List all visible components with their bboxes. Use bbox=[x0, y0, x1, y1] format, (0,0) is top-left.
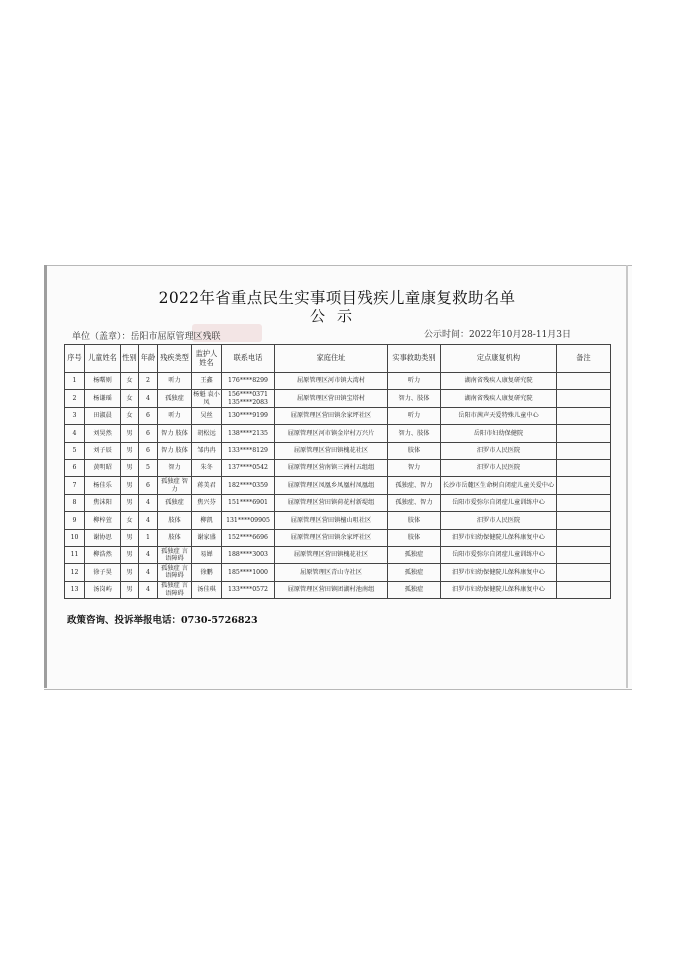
cell-gender: 女 bbox=[121, 390, 139, 407]
table-row bbox=[65, 373, 611, 390]
cell-aid-category: 肢体 bbox=[388, 442, 441, 459]
cell-remarks bbox=[557, 494, 611, 511]
cell-age: 6 bbox=[139, 477, 158, 494]
cell-rehab-institution: 汨罗市妇幼保健院儿保科康复中心 bbox=[441, 564, 557, 581]
cell-home-address: 屈原管理区河市镇大湾村 bbox=[275, 373, 388, 390]
cell-gender: 男 bbox=[121, 442, 139, 459]
cell-remarks bbox=[557, 373, 611, 390]
sheet-edge bbox=[44, 265, 47, 688]
cell-home-address: 屈原管理区凤凰乡凤凰村凤凰组 bbox=[275, 477, 388, 494]
cell-gender: 男 bbox=[121, 494, 139, 511]
cell-disability-type: 孤独症 智力 bbox=[158, 477, 192, 494]
cell-child-name: 徐子昊 bbox=[85, 564, 121, 581]
cell-home-address: 屈原管理区营田镇团湖村池南组 bbox=[275, 581, 388, 598]
cell-contact-phone: 130****9199 bbox=[222, 407, 275, 424]
cell-home-address: 屈原管理区营田镇檀山咀社区 bbox=[275, 512, 388, 529]
cell-serial-number: 12 bbox=[65, 564, 85, 581]
cell-aid-category: 孤独症、智力 bbox=[388, 477, 441, 494]
table-row bbox=[65, 407, 611, 424]
cell-disability-type: 智力 肢体 bbox=[158, 442, 192, 459]
cell-rehab-institution: 汨罗市人民医院 bbox=[441, 459, 557, 476]
cell-guardian-name: 蒋美君 bbox=[192, 477, 222, 494]
cell-home-address: 屈原管理区营田镇宝塔村 bbox=[275, 390, 388, 407]
cell-contact-phone: 182****0359 bbox=[222, 477, 275, 494]
cell-home-address: 屈原管理区营田镇槐花社区 bbox=[275, 546, 388, 563]
cell-rehab-institution: 湖南省残疾人康复研究院 bbox=[441, 373, 557, 390]
cell-serial-number: 2 bbox=[65, 390, 85, 407]
cell-gender: 男 bbox=[121, 425, 139, 442]
cell-rehab-institution: 长沙市岳麓区生命树自闭症儿童关爱中心 bbox=[441, 477, 557, 494]
cell-disability-type: 肢体 bbox=[158, 512, 192, 529]
cell-contact-phone: 131****09905 bbox=[222, 512, 275, 529]
header-home-address: 家庭住址 bbox=[275, 345, 388, 373]
cell-aid-category: 听力 bbox=[388, 373, 441, 390]
cell-serial-number: 13 bbox=[65, 581, 85, 598]
cell-rehab-institution: 岳阳市爱弥尔自闭症儿童训练中心 bbox=[441, 494, 557, 511]
sheet-edge bbox=[626, 265, 628, 688]
table-row bbox=[65, 425, 611, 442]
cell-aid-category: 听力 bbox=[388, 407, 441, 424]
cell-remarks bbox=[557, 407, 611, 424]
header-gender: 性别 bbox=[121, 345, 139, 373]
cell-child-name: 柳梓萱 bbox=[85, 512, 121, 529]
cell-disability-type: 孤独症 言语障碍 bbox=[158, 564, 192, 581]
cell-guardian-name: 汤佳琪 bbox=[192, 581, 222, 598]
cell-age: 6 bbox=[139, 407, 158, 424]
cell-remarks bbox=[557, 425, 611, 442]
cell-serial-number: 9 bbox=[65, 512, 85, 529]
cell-disability-type: 孤独症 bbox=[158, 494, 192, 511]
cell-rehab-institution: 岳阳市爱弥尔自闭症儿童训练中心 bbox=[441, 546, 557, 563]
cell-child-name: 刘昊然 bbox=[85, 425, 121, 442]
cell-age: 4 bbox=[139, 581, 158, 598]
cell-home-address: 屈原管理区营田镇余家坪社区 bbox=[275, 529, 388, 546]
cell-disability-type: 孤独症 bbox=[158, 390, 192, 407]
cell-remarks bbox=[557, 512, 611, 529]
cell-home-address: 屈原管理区营田镇荷花村新堤组 bbox=[275, 494, 388, 511]
cell-gender: 女 bbox=[121, 407, 139, 424]
cell-child-name: 田淑晨 bbox=[85, 407, 121, 424]
cell-rehab-institution: 湖南省残疾人康复研究院 bbox=[441, 390, 557, 407]
cell-remarks bbox=[557, 459, 611, 476]
cell-rehab-institution: 汨罗市人民医院 bbox=[441, 512, 557, 529]
cell-remarks bbox=[557, 442, 611, 459]
cell-child-name: 杨曙则 bbox=[85, 373, 121, 390]
cell-guardian-name: 杨魁 袁小凤 bbox=[193, 391, 220, 406]
header-disability-type: 残疾类型 bbox=[158, 345, 192, 373]
cell-serial-number: 11 bbox=[65, 546, 85, 563]
cell-serial-number: 7 bbox=[65, 477, 85, 494]
cell-gender: 女 bbox=[121, 512, 139, 529]
table-row bbox=[65, 564, 611, 581]
cell-disability-type: 孤独症 言语障碍 bbox=[158, 546, 192, 563]
cell-age: 4 bbox=[139, 512, 158, 529]
cell-rehab-institution: 汨罗市妇幼保健院儿保科康复中心 bbox=[441, 581, 557, 598]
cell-gender: 男 bbox=[121, 546, 139, 563]
cell-guardian-name: 谢家盛 bbox=[192, 529, 222, 546]
cell-disability-type: 听力 bbox=[158, 407, 192, 424]
cell-aid-category: 肢体 bbox=[388, 529, 441, 546]
cell-serial-number: 8 bbox=[65, 494, 85, 511]
cell-rehab-institution: 汨罗市妇幼保健院儿保科康复中心 bbox=[441, 529, 557, 546]
cell-home-address: 屈原管理区河市镇金岸村万兴片 bbox=[275, 425, 388, 442]
cell-aid-category: 孤独症 bbox=[388, 564, 441, 581]
header-age: 年龄 bbox=[139, 345, 158, 373]
cell-contact-phone: 185****1000 bbox=[222, 564, 275, 581]
beneficiary-table bbox=[64, 344, 611, 599]
cell-guardian-name: 柳凯 bbox=[192, 512, 222, 529]
table-row bbox=[65, 494, 611, 511]
issuing-unit: 单位（盖章）：岳阳市屈原管理区残联 bbox=[72, 332, 221, 342]
cell-aid-category: 肢体 bbox=[388, 512, 441, 529]
cell-guardian-name: 吴丝 bbox=[192, 407, 222, 424]
cell-contact-phone: 152****6696 bbox=[222, 529, 275, 546]
cell-gender: 男 bbox=[121, 529, 139, 546]
header-serial-number: 序号 bbox=[65, 345, 85, 373]
cell-contact-phone: 137****0542 bbox=[222, 459, 275, 476]
cell-age: 4 bbox=[139, 546, 158, 563]
cell-aid-category: 智力、肢体 bbox=[388, 390, 441, 407]
cell-contact-phone: 133****8129 bbox=[222, 442, 275, 459]
cell-contact-phone: 138****2135 bbox=[222, 425, 275, 442]
table-row bbox=[65, 442, 611, 459]
cell-remarks bbox=[557, 564, 611, 581]
table-row bbox=[65, 546, 611, 563]
notice-period: 公示时间：2022年10月28-11月3日 bbox=[424, 330, 572, 340]
header-remarks: 备注 bbox=[557, 345, 611, 373]
cell-age: 5 bbox=[139, 459, 158, 476]
cell-home-address: 屈原管理区营南镇三洲村五组组 bbox=[275, 459, 388, 476]
table-row bbox=[65, 512, 611, 529]
cell-age: 4 bbox=[139, 564, 158, 581]
cell-guardian-name: 朱冬 bbox=[192, 459, 222, 476]
cell-aid-category: 孤独症 bbox=[388, 546, 441, 563]
header-aid-category: 实事救助类别 bbox=[388, 345, 441, 373]
cell-disability-type: 孤独症 言语障碍 bbox=[158, 581, 192, 598]
cell-contact-phone: 188****3003 bbox=[222, 546, 275, 563]
contact-footer: 政策咨询、投诉举报电话：0730-5726823 bbox=[67, 615, 258, 626]
cell-aid-category: 智力、肢体 bbox=[388, 425, 441, 442]
document-subtitle: 公示 bbox=[309, 307, 364, 325]
header-rehab-institution: 定点康复机构 bbox=[441, 345, 557, 373]
cell-gender: 男 bbox=[121, 477, 139, 494]
cell-guardian-name: 王鑫 bbox=[192, 373, 222, 390]
table-row bbox=[65, 477, 611, 494]
cell-aid-category: 智力 bbox=[388, 459, 441, 476]
cell-gender: 男 bbox=[121, 581, 139, 598]
cell-home-address: 屈原管理区营田镇余家坪社区 bbox=[275, 407, 388, 424]
cell-serial-number: 3 bbox=[65, 407, 85, 424]
cell-home-address: 屈原管理区青山寺社区 bbox=[275, 564, 388, 581]
cell-serial-number: 5 bbox=[65, 442, 85, 459]
cell-serial-number: 1 bbox=[65, 373, 85, 390]
cell-serial-number: 10 bbox=[65, 529, 85, 546]
table-row bbox=[65, 581, 611, 598]
table-row bbox=[65, 459, 611, 476]
cell-guardian-name: 焦兴芬 bbox=[192, 494, 222, 511]
header-contact-phone: 联系电话 bbox=[222, 345, 275, 373]
cell-child-name: 焦沫阳 bbox=[85, 494, 121, 511]
table-header-row bbox=[65, 345, 611, 373]
document-title: 2022年省重点民生实事项目残疾儿童康复救助名单 bbox=[158, 289, 516, 307]
cell-guardian-name: 徐鹏 bbox=[192, 564, 222, 581]
table-row bbox=[65, 390, 611, 407]
cell-guardian-name: 邹冉冉 bbox=[192, 442, 222, 459]
cell-serial-number: 4 bbox=[65, 425, 85, 442]
cell-rehab-institution: 岳阳市茜声天爱特殊儿童中心 bbox=[441, 407, 557, 424]
header-child-name: 儿童姓名 bbox=[85, 345, 121, 373]
cell-disability-type: 听力 bbox=[158, 373, 192, 390]
cell-age: 4 bbox=[139, 390, 158, 407]
cell-child-name: 黄明昭 bbox=[85, 459, 121, 476]
cell-remarks bbox=[557, 477, 611, 494]
cell-gender: 男 bbox=[121, 459, 139, 476]
cell-disability-type: 肢体 bbox=[158, 529, 192, 546]
cell-contact-phone: 133****0572 bbox=[222, 581, 275, 598]
cell-contact-phone: 176****8299 bbox=[222, 373, 275, 390]
cell-contact-phone: 151****6901 bbox=[222, 494, 275, 511]
cell-disability-type: 智力 肢体 bbox=[158, 425, 192, 442]
cell-disability-type: 智力 bbox=[158, 459, 192, 476]
cell-age: 6 bbox=[139, 442, 158, 459]
cell-aid-category: 孤独症、智力 bbox=[388, 494, 441, 511]
cell-contact-phone: 156****0371 135****2083 bbox=[222, 390, 275, 407]
cell-rehab-institution: 汨罗市人民医院 bbox=[441, 442, 557, 459]
cell-child-name: 柳浩然 bbox=[85, 546, 121, 563]
cell-remarks bbox=[557, 390, 611, 407]
cell-remarks bbox=[557, 546, 611, 563]
header-guardian-name: 监护人姓名 bbox=[192, 345, 222, 373]
cell-guardian-name: 易婵 bbox=[192, 546, 222, 563]
cell-home-address: 屈原管理区营田镇槐花社区 bbox=[275, 442, 388, 459]
cell-aid-category: 孤独症 bbox=[388, 581, 441, 598]
cell-age: 4 bbox=[139, 494, 158, 511]
cell-child-name: 刘子辰 bbox=[85, 442, 121, 459]
cell-remarks bbox=[557, 529, 611, 546]
table-row bbox=[65, 529, 611, 546]
cell-gender: 男 bbox=[121, 564, 139, 581]
cell-age: 6 bbox=[139, 425, 158, 442]
cell-age: 2 bbox=[139, 373, 158, 390]
cell-remarks bbox=[557, 581, 611, 598]
cell-child-name: 汤岗屿 bbox=[85, 581, 121, 598]
cell-age: 1 bbox=[139, 529, 158, 546]
cell-serial-number: 6 bbox=[65, 459, 85, 476]
cell-child-name: 谢协思 bbox=[85, 529, 121, 546]
cell-child-name: 杨谦瑶 bbox=[85, 390, 121, 407]
cell-child-name: 杨佳乐 bbox=[85, 477, 121, 494]
cell-gender: 女 bbox=[121, 373, 139, 390]
cell-rehab-institution: 岳阳市妇幼保健院 bbox=[441, 425, 557, 442]
cell-guardian-name: 胡松远 bbox=[192, 425, 222, 442]
